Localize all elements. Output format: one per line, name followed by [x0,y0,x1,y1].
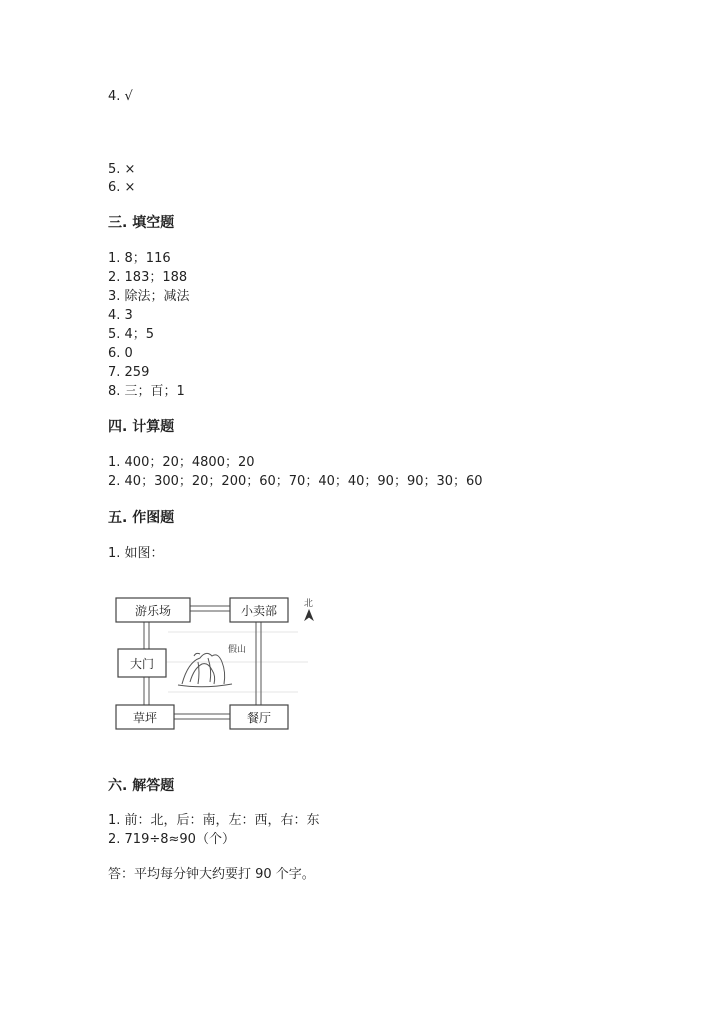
calculation-item-2: 2. 40；300；20；200；60；70；40；40；90；90；30；60 [108,474,483,489]
place-label-restaurant: 餐厅 [246,711,272,725]
place-label-gate: 大门 [129,657,155,671]
fill-blank-item-8: 8. 三；百；1 [108,384,185,399]
map-figure [108,592,326,734]
judgement-item-6: 6. × [108,180,136,195]
fill-blank-item-6: 6. 0 [108,346,133,361]
judgement-item-5: 5. × [108,162,136,177]
rockery-icon [178,653,232,686]
section-heading-solution: 六. 解答题 [108,778,175,794]
solution-item-2: 2. 719÷8≈90（个） [108,832,235,847]
place-label-lawn: 草坪 [132,711,158,725]
fill-blank-item-2: 2. 183；188 [108,270,188,285]
fill-blank-item-5: 5. 4；5 [108,327,155,342]
compass-label: 北 [304,599,314,609]
fill-blank-item-4: 4. 3 [108,308,133,323]
solution-item-1: 1. 前：北，后：南，左：西，右：东 [108,813,320,828]
calculation-item-1: 1. 400；20；4800；20 [108,455,255,470]
section-heading-calculation: 四. 计算题 [108,419,175,435]
drawing-item-1: 1. 如图： [108,546,164,561]
judgement-item-4: 4. √ [108,89,133,104]
place-label-playground: 游乐场 [134,604,172,618]
map-diagram [108,592,326,734]
landmark-label: 假山 [228,645,247,655]
fill-blank-item-1: 1. 8；116 [108,251,171,266]
section-heading-drawing: 五. 作图题 [108,510,175,526]
fill-blank-item-7: 7. 259 [108,365,150,380]
fill-blank-item-3: 3. 除法；减法 [108,289,190,304]
solution-answer: 答：平均每分钟大约要打 90 个字。 [108,867,315,882]
section-heading-fill-blank: 三. 填空题 [108,215,175,231]
north-arrow-icon [305,610,313,620]
place-label-shop: 小卖部 [240,604,278,618]
